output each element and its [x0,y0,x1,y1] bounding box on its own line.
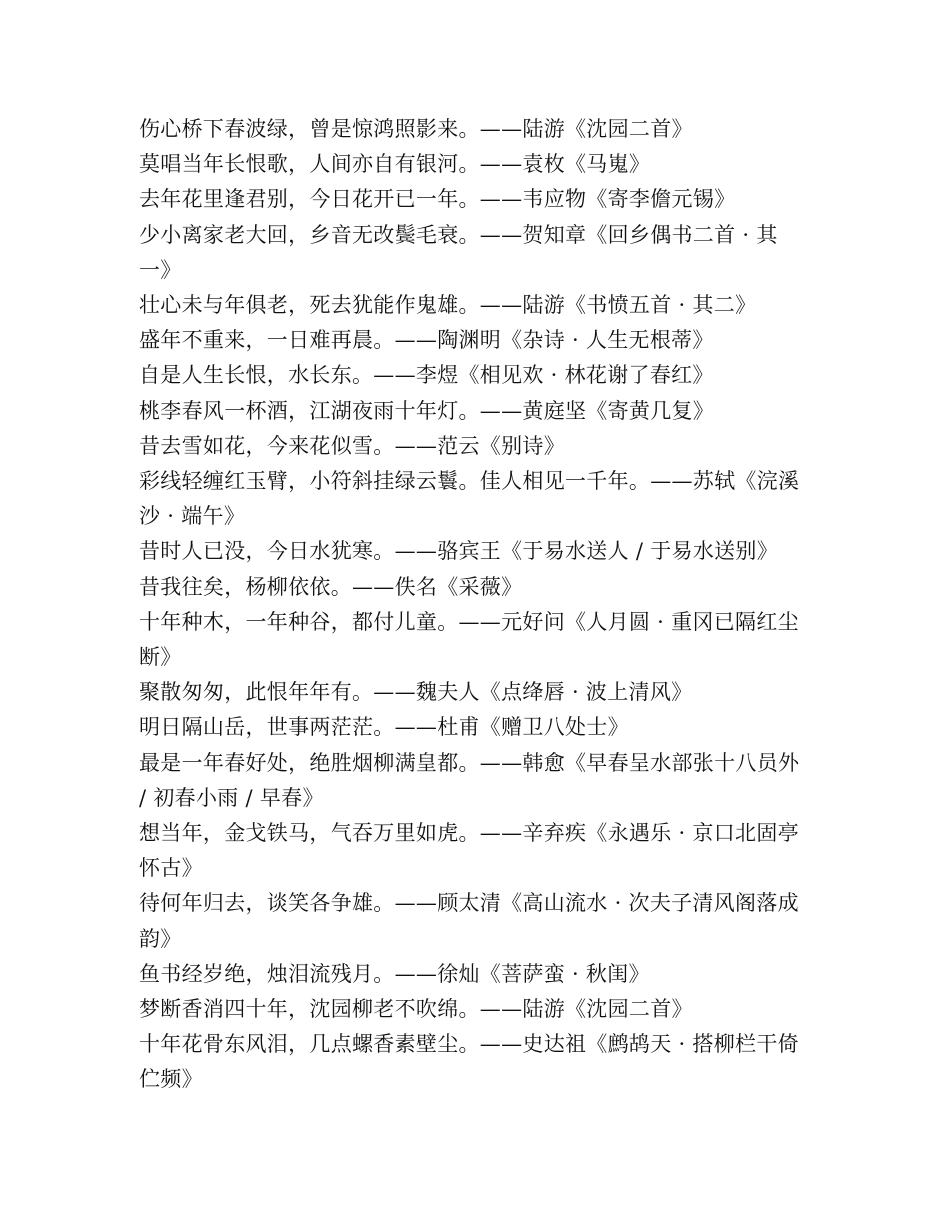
text-line: 韵》 [139,926,182,951]
poem-quote-list [139,112,819,1098]
text-line: 壮心未与年俱老，死去犹能作鬼雄。——陆游《书愤五首 · 其二》 [139,293,757,318]
text-line: 自是人生长恨，水长东。——李煜《相见欢 · 林花谢了春红》 [139,363,714,388]
text-line: 去年花里逢君别，今日花开已一年。——韦应物《寄李儋元锡》 [139,187,736,212]
text-line: 想当年，金戈铁马，气吞万里如虎。——辛弃疾《永遇乐 · 京口北固亭 [139,821,799,846]
text-line: 断》 [139,645,182,670]
text-line: 梦断香消四十年，沈园柳老不吹绵。——陆游《沈园二首》 [139,997,693,1022]
text-line: 十年种木，一年种谷，都付儿童。——元好问《人月圆 · 重冈已隔红尘 [139,609,799,634]
text-line: 伫频》 [139,1067,203,1092]
text-line: / 初春小雨 / 早春》 [139,785,324,810]
text-line: 怀古》 [139,856,203,881]
text-line: 少小离家老大回，乡音无改鬓毛衰。——贺知章《回乡偶书二首 · 其 [139,222,778,247]
text-line: 聚散匆匆，此恨年年有。——魏夫人《点绛唇 · 波上清风》 [139,680,693,705]
text-line: 盛年不重来，一日难再晨。——陶渊明《杂诗 · 人生无根蒂》 [139,328,714,353]
text-line: 彩线轻缠红玉臂，小符斜挂绿云鬟。佳人相见一千年。——苏轼《浣溪 [139,469,800,494]
text-line: 最是一年春好处，绝胜烟柳满皇都。——韩愈《早春呈水部张十八员外 [139,750,800,775]
text-line: 沙 · 端午》 [139,504,246,529]
text-line: 一》 [139,257,182,282]
text-line: 鱼书经岁绝，烛泪流残月。——徐灿《菩萨蛮 · 秋闺》 [139,961,650,986]
text-line: 昔去雪如花，今来花似雪。——范云《别诗》 [139,433,565,458]
text-line: 莫唱当年长恨歌，人间亦自有银河。——袁枚《马嵬》 [139,152,651,177]
text-line: 昔我往矣，杨柳依依。——佚名《采薇》 [139,574,523,599]
text-line: 昔时人已没，今日水犹寒。——骆宾王《于易水送人 / 于易水送别》 [139,539,779,564]
text-line: 伤心桥下春波绿，曾是惊鸿照影来。——陆游《沈园二首》 [139,117,693,141]
text-line: 明日隔山岳，世事两茫茫。——杜甫《赠卫八处士》 [139,715,629,740]
text-line: 待何年归去，谈笑各争雄。——顾太清《高山流水 · 次夫子清风阁落成 [139,891,799,916]
text-line: 桃李春风一杯酒，江湖夜雨十年灯。——黄庭坚《寄黄几复》 [139,398,715,423]
text-line: 十年花骨东风泪，几点螺香素壁尘。——史达祖《鹧鸪天 · 搭柳栏干倚 [139,1032,799,1057]
